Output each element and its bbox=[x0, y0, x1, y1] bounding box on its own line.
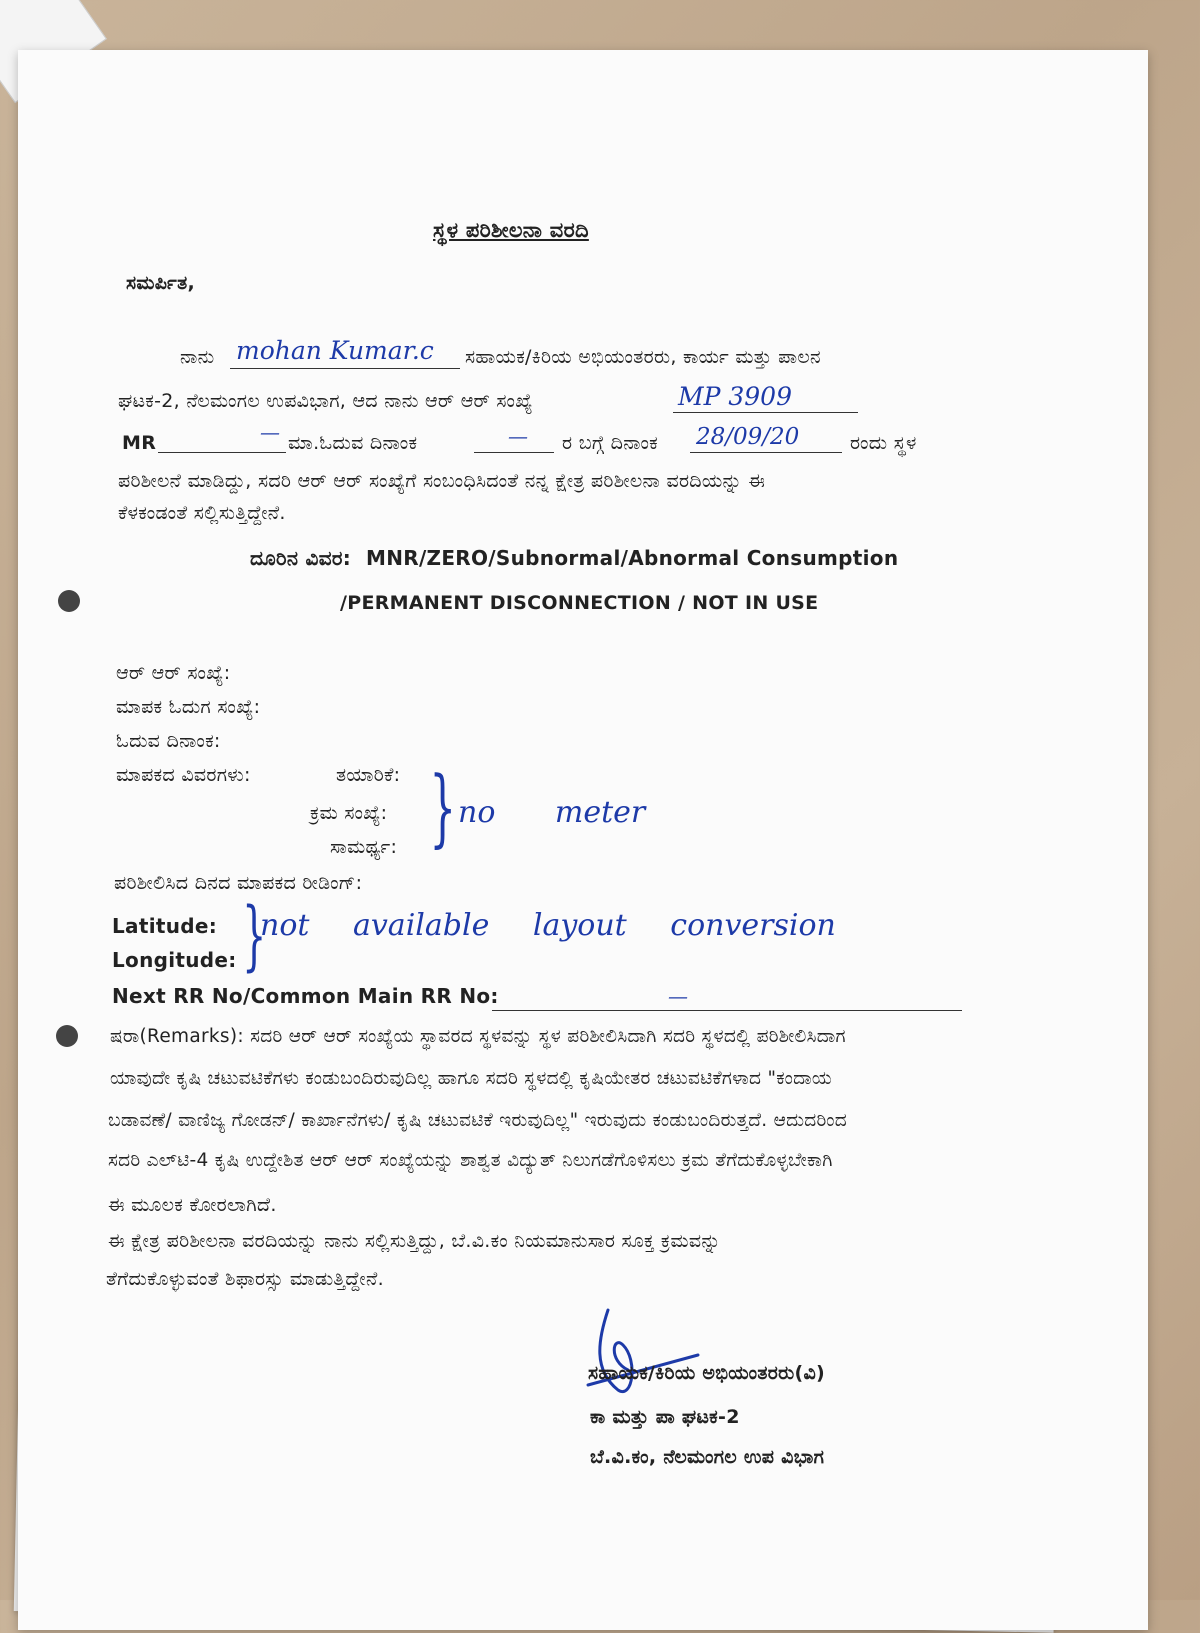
next-rr-handwritten-dash: — bbox=[668, 984, 688, 1008]
para1-line5: ಕೆಳಕಂಡಂತೆ ಸಲ್ಲಿಸುತ್ತಿದ್ದೇನೆ. bbox=[118, 502, 286, 524]
date-underline-2 bbox=[690, 452, 842, 453]
complaint-types-2: /PERMANENT DISCONNECTION / NOT IN USE bbox=[340, 592, 819, 614]
remarks-line-5: ಈ ಮೂಲಕ ಕೋರಲಾಗಿದೆ. bbox=[108, 1194, 277, 1216]
inspection-reading-label: ಪರಿಶೀಲಿಸಿದ ದಿನದ ಮಾಪಕದ ರೀಡಿಂಗ್: bbox=[114, 872, 363, 894]
next-rr-underline bbox=[492, 1010, 962, 1011]
date-underline-1 bbox=[474, 452, 554, 453]
meter-details-label: ಮಾಪಕದ ವಿವರಗಳು: bbox=[116, 764, 251, 786]
punch-hole-top bbox=[58, 590, 80, 612]
date-handwritten-dash: — bbox=[508, 424, 528, 448]
complaint-label: ದೂರಿನ ವಿವರ: bbox=[250, 546, 352, 570]
rr-number-label: ಆರ್ ಆರ್ ಸಂಖ್ಯೆ: bbox=[116, 662, 231, 684]
punch-hole-bottom bbox=[56, 1025, 78, 1047]
signature-designation: ಸಹಾಯಕ/ಕಿರಿಯ ಅಭಿಯಂತರರು(ವಿ) bbox=[588, 1362, 825, 1384]
next-rr-label: Next RR No/Common Main RR No: bbox=[112, 984, 499, 1008]
capacity-label: ಸಾಮರ್ಥ್ಯ: bbox=[330, 836, 398, 858]
remarks-line-1: ಷರಾ(Remarks): ಸದರಿ ಆರ್ ಆರ್ ಸಂಖ್ಯೆಯ ಸ್ಥಾವರದ ಸ್ಥಳವನ್ನು ಸ್ಥಳ ಪರಿಶೀಲಿಸಿದಾಗಿ ಸದರಿ ಸ್ಥಳದಲ್ಲಿ ಪರಿಶೀಲಿಸಿದಾಗ bbox=[110, 1026, 846, 1047]
handwritten-date: 28/09/20 bbox=[696, 424, 800, 450]
handwritten-latlong-note: not available layout conversion bbox=[260, 908, 836, 943]
para1-line4: ಪರಿಶೀಲನೆ ಮಾಡಿದ್ದು, ಸದರಿ ಆರ್ ಆರ್ ಸಂಖ್ಯೆಗೆ ಸಂಬಂಧಿಸಿದಂತೆ ನನ್ನ ಕ್ಷೇತ್ರ ಪರಿಶೀಲನಾ ವರದಿಯನ್ನು ಈ bbox=[118, 470, 766, 492]
para1-line3-end: ರಂದು ಸ್ಥಳ bbox=[850, 432, 917, 454]
remarks-line-2: ಯಾವುದೇ ಕೃಷಿ ಚಟುವಟಿಕೆಗಳು ಕಂಡುಬಂದಿರುವುದಿಲ್ಲ ಹಾಗೂ ಸದರಿ ಸ್ಥಳದಲ್ಲಿ ಕೃಷಿಯೇತರ ಚಟುವಟಿಕೆಗಳಾದ "ಕಂದಾಯ bbox=[110, 1068, 833, 1089]
rr-underline bbox=[673, 412, 858, 413]
para1-prefix: ನಾನು bbox=[180, 346, 215, 368]
mr-handwritten-dash: — bbox=[260, 420, 280, 444]
latlong-brace: } bbox=[242, 890, 267, 979]
complaint-types: MNR/ZERO/Subnormal/Abnormal Consumption bbox=[366, 546, 899, 570]
meter-reader-label: ಮಾಪಕ ಓದುಗ ಸಂಖ್ಯೆ: bbox=[116, 696, 261, 718]
document-page bbox=[18, 50, 1148, 1630]
serial-label: ಕ್ರಮ ಸಂಖ್ಯೆ: bbox=[310, 802, 388, 824]
longitude-label: Longitude: bbox=[112, 948, 237, 972]
remarks-line-3: ಬಡಾವಣೆ/ ವಾಣಿಜ್ಯ ಗೋಡನ್/ ಕಾರ್ಖಾನೆಗಳು/ ಕೃಷಿ ಚಟುವಟಿಕೆ ಇರುವುದಿಲ್ಲ" ಇರುವುದು ಕಂಡುಬಂದಿರುತ್ತದೆ. ಆದುದರಿಂದ bbox=[108, 1110, 848, 1131]
signature-office: ಬೆ.ವಿ.ಕಂ, ನೆಲಮಂಗಲ ಉಪ ವಿಭಾಗ bbox=[590, 1446, 825, 1468]
remarks-line-4: ಸದರಿ ಎಲ್‌ಟಿ-4 ಕೃಷಿ ಉದ್ದೇಶಿತ ಆರ್ ಆರ್ ಸಂಖ್ಯೆಯನ್ನು ಶಾಶ್ವತ ವಿದ್ಯುತ್ ನಿಲುಗಡೆಗೊಳಿಸಲು ಕ್ರಮ ತೆಗೆದುಕೊಳ್ಳಬೇಕಾಗಿ bbox=[108, 1150, 833, 1171]
handwritten-rr-number: MP 3909 bbox=[678, 382, 792, 411]
para1-suffix: ಸಹಾಯಕ/ಕಿರಿಯ ಅಭಿಯಂತರರು, ಕಾರ್ಯ ಮತ್ತು ಪಾಲನ bbox=[465, 346, 821, 368]
name-underline bbox=[230, 368, 460, 369]
mr-underline bbox=[158, 452, 286, 453]
latitude-label: Latitude: bbox=[112, 914, 218, 938]
signature-unit: ಕಾ ಮತ್ತು ಪಾ ಘಟಕ-2 bbox=[590, 1406, 740, 1428]
meter-brace: } bbox=[429, 758, 457, 856]
signature-scribble bbox=[578, 1300, 718, 1410]
closing-line-1: ಈ ಕ್ಷೇತ್ರ ಪರಿಶೀಲನಾ ವರದಿಯನ್ನು ನಾನು ಸಲ್ಲಿಸುತ್ತಿದ್ದು, ಬೆ.ವಿ.ಕಂ ನಿಯಮಾನುಸಾರ ಸೂಕ್ತ ಕ್ರಮವನ್ನು bbox=[108, 1230, 721, 1252]
para1-line2: ಘಟಕ-2, ನೆಲಮಂಗಲ ಉಪವಿಭಾಗ, ಆದ ನಾನು ಆರ್ ಆರ್ ಸಂಖ್ಯೆ bbox=[118, 390, 533, 412]
para1-line3-mid: ಮಾ.ಓದುವ ದಿನಾಂಕ bbox=[288, 432, 418, 454]
mr-label: MR bbox=[122, 432, 157, 454]
page-title: ಸ್ಥಳ ಪರಿಶೀಲನಾ ವರದಿ bbox=[433, 218, 589, 242]
handwritten-no-meter: no meter bbox=[458, 795, 646, 830]
make-label: ತಯಾರಿಕೆ: bbox=[336, 764, 401, 786]
handwritten-name: mohan Kumar.c bbox=[236, 336, 434, 365]
closing-line-2: ತೆಗೆದುಕೊಳ್ಳುವಂತೆ ಶಿಫಾರಸ್ಸು ಮಾಡುತ್ತಿದ್ದೇನೆ. bbox=[106, 1268, 384, 1290]
para1-line3-mid2: ರ ಬಗ್ಗೆ ದಿನಾಂಕ bbox=[562, 432, 659, 454]
reading-date-label: ಓದುವ ದಿನಾಂಕ: bbox=[116, 730, 221, 752]
salutation: ಸಮರ್ಪಿತ, bbox=[126, 272, 195, 294]
